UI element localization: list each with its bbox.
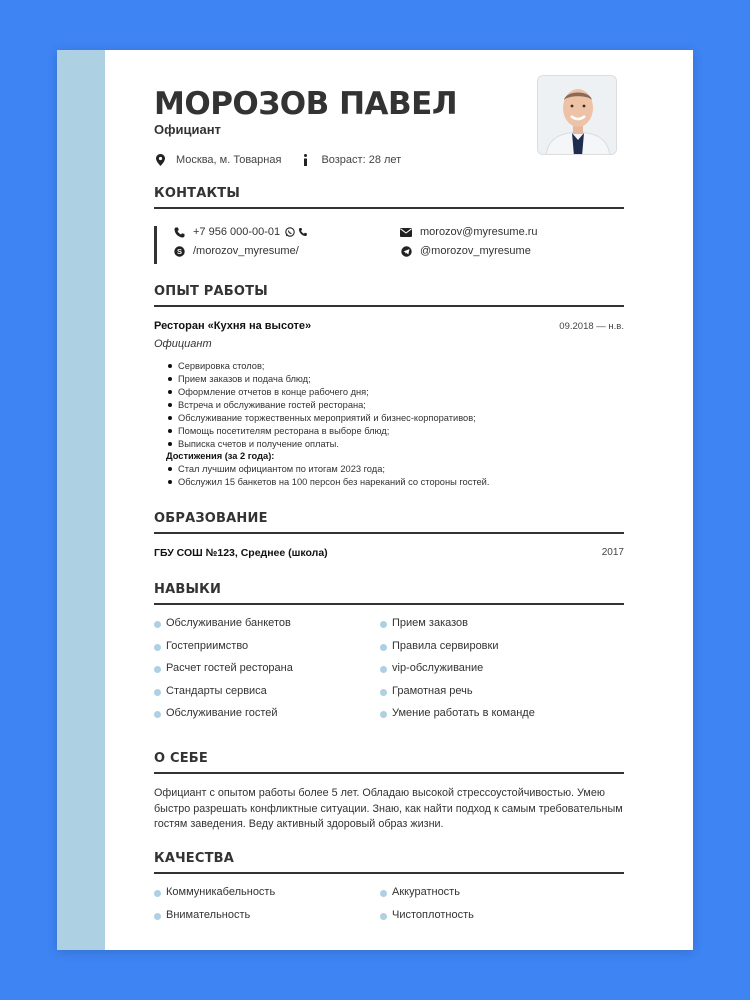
email-text: morozov@myresume.ru — [420, 226, 538, 238]
viber-icon — [297, 226, 309, 238]
mail-icon — [400, 226, 412, 238]
list-item: Обслуживание торжественных мероприятий и бизнес-корпоративов; — [168, 412, 618, 425]
skype-text: /morozov_myresume/ — [193, 245, 299, 257]
info-icon — [299, 154, 311, 166]
telegram-text: @morozov_myresume — [420, 245, 531, 257]
section-title-experience: ОПЫТ РАБОТЫ — [154, 284, 624, 307]
section-title-about: О СЕБЕ — [154, 751, 624, 774]
contact-email[interactable] — [400, 226, 538, 238]
side-stripe — [57, 50, 105, 950]
section-title-education: ОБРАЗОВАНИЕ — [154, 511, 624, 534]
job-dates: 09.2018 — н.в. — [559, 321, 624, 332]
quality-item: Аккуратность — [380, 886, 460, 898]
phone-text: +7 956 000-00-01 — [193, 226, 281, 238]
quality-item: Коммуникабельность — [154, 886, 275, 898]
list-item: Выписка счетов и получение оплаты. — [168, 438, 618, 451]
skill-item: Прием заказов — [380, 617, 468, 629]
location-pin-icon — [154, 154, 166, 166]
list-item: Оформление отчетов в конце рабочего дня; — [168, 386, 618, 399]
section-title-contacts: КОНТАКТЫ — [154, 186, 624, 209]
location-text: Москва, м. Товарная — [176, 154, 282, 166]
achievements-title: Достижения (за 2 года): — [166, 451, 275, 461]
list-item: Сервировка столов; — [168, 360, 618, 373]
list-item: Прием заказов и подача блюд; — [168, 373, 618, 386]
skill-item: Обслуживание гостей — [154, 707, 278, 719]
skill-item: Умение работать в команде — [380, 707, 535, 719]
contact-skype[interactable] — [173, 245, 299, 257]
age-text: Возраст: 28 лет — [321, 154, 402, 166]
job-organization: Ресторан «Кухня на высоте» — [154, 320, 312, 332]
resume-sheet — [57, 50, 693, 950]
education-year: 2017 — [601, 547, 624, 558]
contacts-block — [154, 226, 624, 264]
education-line: ГБУ СОШ №123, Среднее (школа) — [154, 547, 328, 559]
duties-list — [168, 360, 618, 451]
contact-telegram[interactable] — [400, 245, 531, 257]
telegram-icon — [400, 245, 412, 257]
phone-icon — [173, 226, 185, 238]
contact-phone[interactable] — [173, 226, 309, 238]
skill-item: Расчет гостей ресторана — [154, 662, 293, 674]
skill-item: Правила сервировки — [380, 640, 498, 652]
quality-item: Чистоплотность — [380, 909, 474, 921]
about-text: Официант с опытом работы более 5 лет. Обладаю высокой стрессоустойчивостью. Умею быстро разрешать конфликтные ситуации. Знаю, как найти подход к самым требовательным гостям заведения. Веду активный здоровый образ жизни. — [154, 787, 623, 830]
achievements-list — [168, 463, 618, 489]
skill-item: Гостеприимство — [154, 640, 248, 652]
section-title-skills: НАВЫКИ — [154, 582, 624, 605]
list-item: Стал лучшим официантом по итогам 2023 года; — [168, 463, 618, 476]
skill-item: vip-обслуживание — [380, 662, 483, 674]
section-title-qualities: КАЧЕСТВА — [154, 851, 624, 874]
list-item: Обслужил 15 банкетов на 100 персон без нареканий со стороны гостей. — [168, 476, 618, 489]
candidate-photo — [537, 75, 617, 155]
whatsapp-icon — [284, 226, 296, 238]
list-item: Встреча и обслуживание гостей ресторана; — [168, 399, 618, 412]
skill-item: Грамотная речь — [380, 685, 473, 697]
skype-icon — [173, 245, 185, 257]
list-item: Помощь посетителям ресторана в выборе блюд; — [168, 425, 618, 438]
job-role: Официант — [154, 338, 212, 350]
skill-item: Обслуживание банкетов — [154, 617, 291, 629]
candidate-position: Официант — [154, 122, 221, 137]
quality-item: Внимательность — [154, 909, 250, 921]
skill-item: Стандарты сервиса — [154, 685, 267, 697]
svg-text:S: S — [176, 246, 182, 256]
candidate-name: МОРОЗОВ ПАВЕЛ — [154, 86, 458, 122]
meta-row — [154, 154, 401, 166]
